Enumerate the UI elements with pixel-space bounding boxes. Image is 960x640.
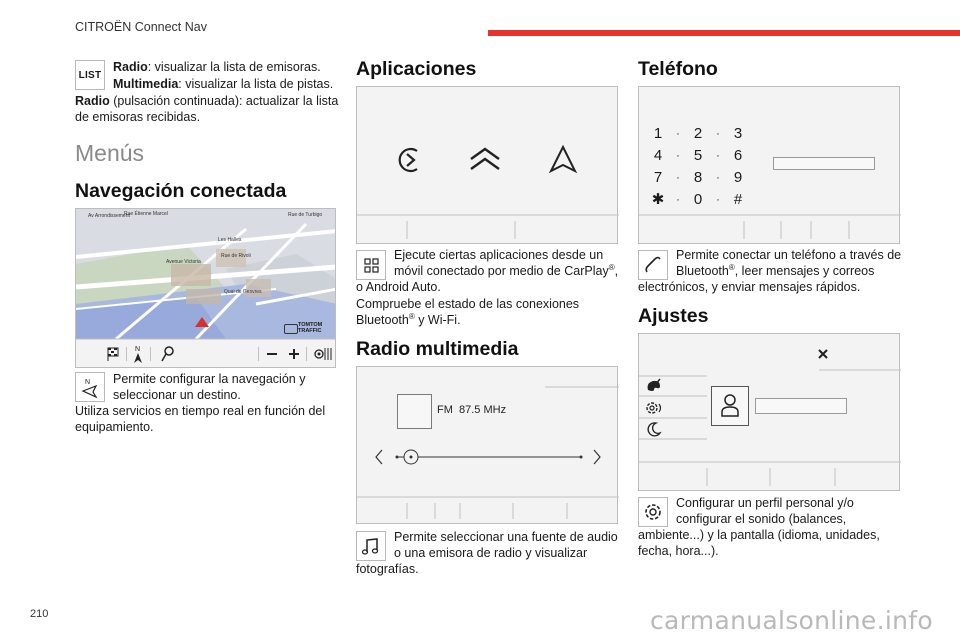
checkered-flag-icon[interactable] <box>106 346 120 362</box>
header-accent-bar <box>488 30 960 36</box>
profile-button[interactable] <box>711 386 749 426</box>
apps-desc-text: Bluetooth <box>356 313 409 327</box>
radio-text: : visualizar la lista de emisoras. <box>147 60 321 74</box>
chevron-right-icon[interactable] <box>591 447 603 467</box>
key-6[interactable]: 6 <box>733 147 743 164</box>
running-header-title: CITROËN Connect Nav <box>75 20 207 34</box>
settings-screen <box>638 333 900 491</box>
multimedia-text: : visualizar la lista de pistas. <box>178 77 334 91</box>
settings-heading: Ajustes <box>638 305 709 327</box>
phone-desc-text: , leer mensajes y correos <box>734 264 875 278</box>
menus-heading: Menús <box>75 140 145 166</box>
phone-desc-line-1: Permite conectar un teléfono a través de <box>676 248 902 262</box>
nav-desc-line-4: equipamiento. <box>75 420 154 434</box>
radio-screen <box>356 366 618 524</box>
key-3[interactable]: 3 <box>733 125 743 142</box>
multimedia-label: Multimedia <box>113 77 179 91</box>
radio-long-line <box>75 93 345 110</box>
page-number: 210 <box>30 608 49 620</box>
radio-line <box>113 59 343 76</box>
key-4[interactable]: 4 <box>653 147 663 164</box>
street-label: Avenue Victoria <box>166 259 201 265</box>
traffic-car-icon <box>284 324 298 334</box>
nav-desc-line-3: Utiliza servicios en tiempo real en función del <box>75 404 326 418</box>
key-5[interactable]: 5 <box>693 147 703 164</box>
phone-handset-icon <box>639 251 667 279</box>
radio-long-text: (pulsación continuada): actualizar la lista <box>109 94 339 108</box>
street-label: Rue Étienne Marcel <box>124 211 168 217</box>
street-label: Rue de Rivoli <box>221 253 251 259</box>
key-star[interactable]: ✱ <box>651 191 665 208</box>
map-toolbar <box>76 340 336 368</box>
user-profile-icon <box>712 387 748 425</box>
separator-dot: · <box>676 128 680 140</box>
map-settings-icon[interactable] <box>312 345 332 363</box>
phone-screen-graphics <box>639 87 901 245</box>
site-watermark: carmanualsonline.info <box>650 606 933 635</box>
night-mode-icon[interactable] <box>646 421 662 437</box>
street-label: Quai de Gesvres <box>224 289 262 295</box>
settings-desc-line-4: fecha, hora...). <box>638 544 719 558</box>
separator-dot: · <box>676 194 680 206</box>
radio-label: Radio <box>113 60 148 74</box>
traffic-label: TRAFFIC <box>298 328 322 334</box>
key-7[interactable]: 7 <box>653 169 663 186</box>
audio-settings-icon[interactable] <box>644 399 664 417</box>
apps-desc-line-3: o Android Auto. <box>356 280 441 294</box>
gear-icon <box>639 498 667 526</box>
svg-text:N: N <box>135 346 141 353</box>
apps-screen <box>356 86 618 244</box>
tomtom-traffic-badge <box>298 322 334 336</box>
zoom-out-icon[interactable] <box>267 353 277 355</box>
apps-desc-line-5 <box>356 312 626 329</box>
radio-desc-line-2: o una emisora de radio y visualizar <box>394 546 588 560</box>
list-icon-text: LIST <box>78 69 102 81</box>
street-label: Av Arrondissement <box>88 213 130 219</box>
key-2[interactable]: 2 <box>693 125 703 142</box>
separator-dot: · <box>716 194 720 206</box>
apps-desc-line-1: Ejecute ciertas aplicaciones desde un <box>394 248 604 262</box>
apps-desc-line-4: Compruebe el estado de las conexiones <box>356 297 580 311</box>
apps-desc-text: , <box>614 264 619 278</box>
list-icon <box>75 60 105 90</box>
close-icon[interactable] <box>817 348 829 360</box>
radio-frequency: FM 87.5 MHz <box>437 404 507 416</box>
phone-desc-line-2 <box>676 263 906 280</box>
android-auto-icon[interactable] <box>548 144 578 176</box>
svg-text:N: N <box>85 379 91 386</box>
apps-icon <box>356 250 386 280</box>
north-arrow-icon <box>76 373 104 401</box>
separator-dot: · <box>676 172 680 184</box>
apps-desc-text: y Wi-Fi. <box>414 313 461 327</box>
radio-heading: Radio multimedia <box>356 338 519 360</box>
phone-desc-text: Bluetooth <box>676 264 729 278</box>
traffic-label: TOMTOM <box>298 322 323 328</box>
key-8[interactable]: 8 <box>693 169 703 186</box>
registered-mark: ® <box>408 311 415 321</box>
destination-pin-icon[interactable] <box>160 345 176 363</box>
radio-long-line-2: de emisoras recibidas. <box>75 110 201 124</box>
separator-dot: · <box>716 150 720 162</box>
apps-desc-text: móvil conectado por medio de CarPlay <box>394 264 609 278</box>
profile-name-field[interactable] <box>755 398 847 414</box>
phone-screen <box>638 86 900 244</box>
radio-screen-graphics <box>357 367 619 525</box>
key-1[interactable]: 1 <box>653 125 663 142</box>
phone-heading: Teléfono <box>638 58 718 80</box>
nav-heading: Navegación conectada <box>75 180 287 202</box>
navigation-icon <box>75 372 105 402</box>
settings-desc-line-1: Configurar un perfil personal y/o <box>676 496 854 510</box>
nav-desc-line-2: seleccionar un destino. <box>113 388 241 402</box>
music-note-icon <box>357 532 385 560</box>
street-label: Les Halles <box>218 237 242 243</box>
key-hash[interactable]: # <box>733 191 743 208</box>
settings-icon-box <box>638 497 668 527</box>
apps-heading: Aplicaciones <box>356 58 477 80</box>
multimedia-line <box>113 76 343 93</box>
radio-desc-line-1: Permite seleccionar una fuente de audio <box>394 530 618 544</box>
chevron-left-icon[interactable] <box>373 447 385 467</box>
nav-desc-line-1: Permite configurar la navegación y <box>113 372 306 386</box>
street-label: Rue de Turbigo <box>288 212 323 218</box>
settings-desc-line-3: ambiente...) y la pantalla (idioma, unidades, <box>638 528 880 542</box>
registered-mark: ® <box>608 262 615 272</box>
settings-desc-line-2: configurar el sonido (balances, <box>676 512 847 526</box>
separator-dot: · <box>716 172 720 184</box>
radio-long-label: Radio <box>75 94 110 108</box>
palette-icon[interactable] <box>645 378 663 394</box>
music-note-icon-box <box>356 531 386 561</box>
phone-icon-box <box>638 250 668 280</box>
phone-desc-line-3: electrónicos, y enviar mensajes rápidos. <box>638 280 861 294</box>
separator-dot: · <box>716 128 720 140</box>
key-0[interactable]: 0 <box>693 191 703 208</box>
citroen-logo-icon[interactable] <box>467 145 503 175</box>
navigation-screen <box>75 208 336 368</box>
app-grid-icon <box>357 251 385 279</box>
zoom-in-icon[interactable] <box>289 349 299 359</box>
radio-desc-line-3: fotografías. <box>356 562 419 576</box>
separator-dot: · <box>676 150 680 162</box>
carplay-icon[interactable] <box>395 144 425 176</box>
apps-desc-line-2 <box>394 263 624 280</box>
frequency-slider[interactable] <box>395 447 585 467</box>
registered-mark: ® <box>728 262 735 272</box>
key-9[interactable]: 9 <box>733 169 743 186</box>
north-compass-icon[interactable] <box>132 343 144 365</box>
station-artwork <box>397 394 432 429</box>
